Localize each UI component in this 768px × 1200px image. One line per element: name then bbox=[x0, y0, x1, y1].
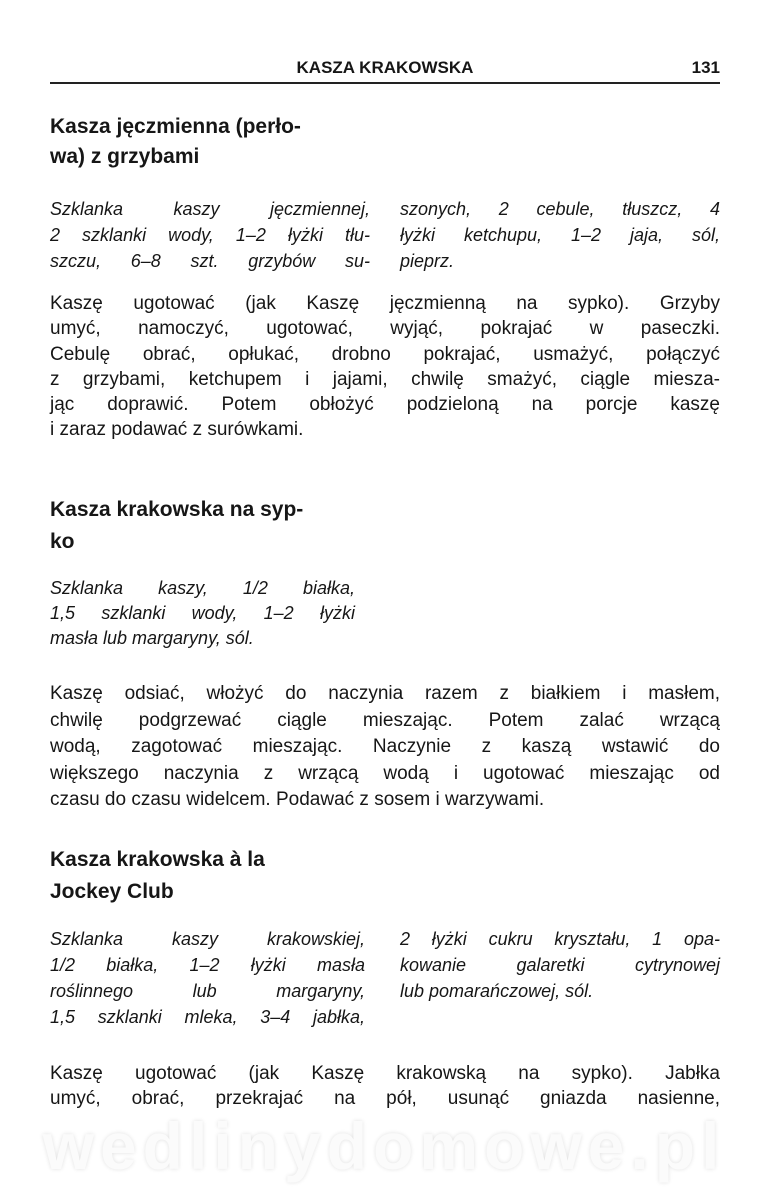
body-line: umyć, obrać, przekrajać na pół, usunąć gniazda nasienne, bbox=[50, 1088, 720, 1110]
title-line: Kasza krakowska à la bbox=[50, 848, 265, 871]
ingredients-left bbox=[50, 926, 365, 1030]
ingredient-line: 1,5 szklanki wody, 1–2 łyżki bbox=[50, 603, 355, 623]
ingredient-line: pieprz. bbox=[400, 251, 455, 271]
body-line: czasu do czasu widelcem. Podawać z sosem i warzywami. bbox=[50, 789, 545, 810]
ingredients-right bbox=[400, 196, 720, 274]
page-number: 131 bbox=[691, 58, 720, 77]
ingredient-line: masła lub margaryny, sól. bbox=[50, 628, 254, 648]
body-line: z grzybami, ketchupem i jajami, chwilę smażyć, ciągle miesza- bbox=[50, 368, 720, 390]
ingredient-line: szonych, 2 cebule, tłuszcz, 4 bbox=[400, 199, 720, 219]
ingredient-line: Szklanka kaszy jęczmiennej, bbox=[50, 199, 370, 219]
ingredient-line: 2 szklanki wody, 1–2 łyżki tłu- bbox=[50, 225, 370, 245]
body-line: Cebulę obrać, opłukać, drobno pokrajać, usmażyć, połączyć bbox=[50, 343, 720, 365]
ingredients-left bbox=[50, 196, 370, 274]
body-line: umyć, namoczyć, ugotować, wyjąć, pokrajać w paseczki. bbox=[50, 318, 720, 340]
watermark: wedlinydomowe.pl bbox=[42, 1109, 726, 1183]
ingredient-line: Szklanka kaszy krakowskiej, bbox=[50, 929, 365, 949]
body-line: Kaszę ugotować (jak Kaszę jęczmienną na sypko). Grzyby bbox=[50, 293, 720, 314]
body-line: Kaszę ugotować (jak Kaszę krakowską na sypko). Jabłka bbox=[50, 1063, 720, 1084]
body-line: chwilę podgrzewać ciągle mieszając. Potem zalać wrzącą bbox=[50, 709, 720, 731]
body-line: i zaraz podawać z surówkami. bbox=[50, 419, 304, 441]
ingredient-line: roślinnego lub margaryny, bbox=[50, 981, 365, 1001]
body-line: jąc doprawić. Potem obłożyć podzieloną na porcje kaszę bbox=[50, 394, 720, 416]
body-line: Kaszę odsiać, włożyć do naczynia razem z białkiem i masłem, bbox=[50, 683, 720, 704]
ingredients-right bbox=[400, 926, 720, 1004]
body-line: większego naczynia z wrzącą wodą i ugotować mieszając od bbox=[50, 762, 720, 784]
title-line: Kasza jęczmienna (perło- bbox=[50, 115, 301, 138]
recipe-title bbox=[50, 494, 390, 558]
ingredient-line: 1,5 szklanki mleka, 3–4 jabłka, bbox=[50, 1007, 365, 1027]
running-header bbox=[50, 56, 720, 84]
ingredient-line: lub pomarańczowej, sól. bbox=[400, 981, 594, 1001]
ingredient-line: łyżki ketchupu, 1–2 jaja, sól, bbox=[400, 225, 720, 245]
recipe-instructions bbox=[50, 681, 720, 814]
ingredient-line: szczu, 6–8 szt. grzybów su- bbox=[50, 251, 370, 271]
ingredient-line: kowanie galaretki cytrynowej bbox=[400, 955, 720, 975]
recipe-instructions bbox=[50, 1061, 720, 1112]
body-line: wodą, zagotować mieszając. Naczynie z kaszą wstawić do bbox=[50, 736, 720, 757]
title-line: Jockey Club bbox=[50, 880, 174, 903]
ingredient-line: 2 łyżki cukru kryształu, 1 opa- bbox=[400, 929, 720, 949]
title-line: Kasza krakowska na syp- bbox=[50, 498, 304, 521]
running-title: KASZA KRAKOWSKA bbox=[296, 58, 474, 77]
ingredients-left bbox=[50, 576, 355, 651]
recipe-title bbox=[50, 844, 390, 908]
recipe-instructions bbox=[50, 291, 720, 443]
recipe-title bbox=[50, 112, 390, 172]
ingredient-line: 1/2 białka, 1–2 łyżki masła bbox=[50, 955, 365, 975]
title-line: wa) z grzybami bbox=[50, 145, 200, 168]
ingredient-line: Szklanka kaszy, 1/2 białka, bbox=[50, 578, 355, 598]
title-line: ko bbox=[50, 530, 75, 553]
